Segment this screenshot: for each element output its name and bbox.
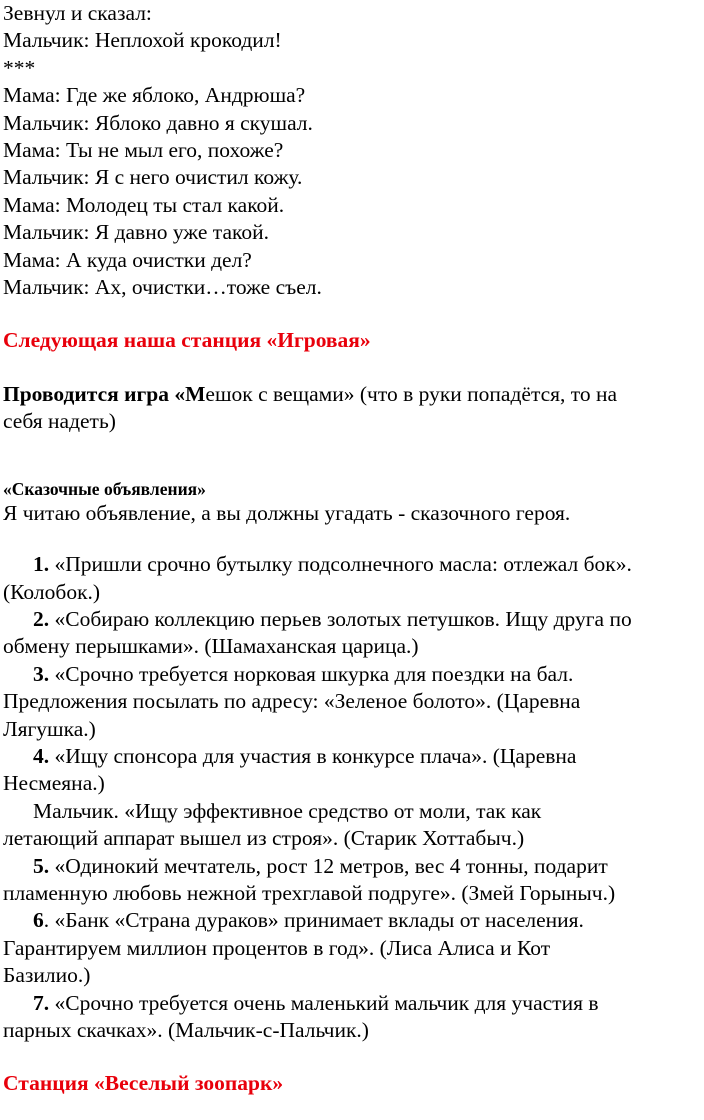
ad-item <box>3 661 698 743</box>
ad-item-first-line <box>3 907 698 934</box>
ad-item-continuation: Несмеяна.) <box>3 771 105 796</box>
ad-item-continuation: Предложения посылать по адресу: «Зеленое болото». (Царевна <box>3 689 581 714</box>
ad-item-first-line <box>3 853 698 880</box>
ad-item-number: 2. <box>33 606 50 631</box>
ads-intro: Я читаю объявление, а вы должны угадать - сказочного героя. <box>3 500 571 525</box>
dialogue-line: Мама: Где же яблоко, Андрюша? <box>3 83 306 108</box>
ad-item-text: «Пришли срочно бутылку подсолнечного масла: отлежал бок». <box>49 552 632 577</box>
game-line-1 <box>3 381 698 408</box>
ad-item-number: 4. <box>33 743 50 768</box>
dialogue-line: Мальчик: Я с него очистил кожу. <box>3 165 303 190</box>
ad-item-text: «Собираю коллекцию перьев золотых петушков. Ищу друга по <box>49 606 632 631</box>
game-line-1-rest: ешок с вещами» (что в руки попадётся, то на <box>205 381 618 406</box>
ad-item-first-line <box>3 551 698 578</box>
ad-item-continuation: пламенную любовь нежной трехглавой подруге». (Змей Горыныч.) <box>3 880 616 905</box>
ad-item <box>3 907 698 989</box>
ad-item <box>3 551 698 606</box>
ad-item-continuation: Лягушка.) <box>3 716 96 741</box>
dialogue-line: Мальчик: Ах, очистки…тоже съел. <box>3 275 322 300</box>
section-heading-zoo-station: Станция «Веселый зоопарк» <box>3 1071 284 1096</box>
ad-item-first-line <box>3 743 698 770</box>
ad-item-continuation: летающий аппарат вышел из строя». (Старик Хоттабыч.) <box>3 826 525 851</box>
ad-item-first-line <box>3 990 698 1017</box>
ad-item <box>3 853 698 908</box>
ad-item-number: 1. <box>33 552 50 577</box>
ad-item-first-line <box>3 798 698 825</box>
ad-item-continuation: Базилио.) <box>3 963 91 988</box>
ad-item-number: 5. <box>33 853 50 878</box>
dialogue-line: Мама: А куда очистки дел? <box>3 247 252 272</box>
ad-item <box>3 798 698 853</box>
ads-title: «Сказочные объявления» <box>3 478 206 499</box>
ad-item-text: «Одинокий мечтатель, рост 12 метров, вес 4 тонны, подарит <box>49 853 608 878</box>
ad-item-continuation: парных скачках». (Мальчик-с-Пальчик.) <box>3 1018 369 1042</box>
separator-stars: *** <box>3 55 36 80</box>
ad-item <box>3 743 698 798</box>
dialogue-line: Зевнул и сказал: <box>3 1 152 25</box>
ad-item-text: . «Банк «Страна дураков» принимает вклады от населения. <box>43 908 584 933</box>
ad-item <box>3 606 698 661</box>
ad-item-continuation: обмену перышками». (Шамаханская царица.) <box>3 634 419 659</box>
ad-item-number: 7. <box>33 990 50 1015</box>
ad-item-text: «Срочно требуется норковая шкурка для поездки на бал. <box>49 661 574 686</box>
ad-item-first-line <box>3 661 698 688</box>
dialogue-line: Мама: Молодец ты стал какой. <box>3 192 285 217</box>
ad-item-first-line <box>3 606 698 633</box>
game-paragraph <box>3 381 698 436</box>
section-heading-game-station: Следующая наша станция «Игровая» <box>3 328 371 353</box>
dialogue-line: Мама: Ты не мыл его, похоже? <box>3 138 284 163</box>
ad-item-continuation: (Колобок.) <box>3 579 101 604</box>
dialogue-line: Мальчик: Неплохой крокодил! <box>3 28 282 53</box>
ad-item <box>3 990 698 1045</box>
game-line-2: себя надеть) <box>3 409 116 434</box>
ad-item-number: 3. <box>33 661 50 686</box>
ad-item-text: Мальчик. «Ищу эффективное средство от моли, так как <box>33 798 542 823</box>
ads-list <box>3 551 698 1044</box>
ad-item-text: «Ищу спонсора для участия в конкурсе плача». (Царевна <box>49 743 577 768</box>
ad-item-continuation: Гарантируем миллион процентов в год». (Лиса Алиса и Кот <box>3 935 551 960</box>
ad-item-number: 6 <box>33 908 44 933</box>
game-bold-prefix: Проводится игра «М <box>3 381 206 406</box>
dialogue-block <box>3 0 698 301</box>
dialogue-line: Мальчик: Яблоко давно я скушал. <box>3 110 313 135</box>
ad-item-text: «Срочно требуется очень маленький мальчик для участия в <box>49 990 599 1015</box>
dialogue-line: Мальчик: Я давно уже такой. <box>3 220 269 245</box>
